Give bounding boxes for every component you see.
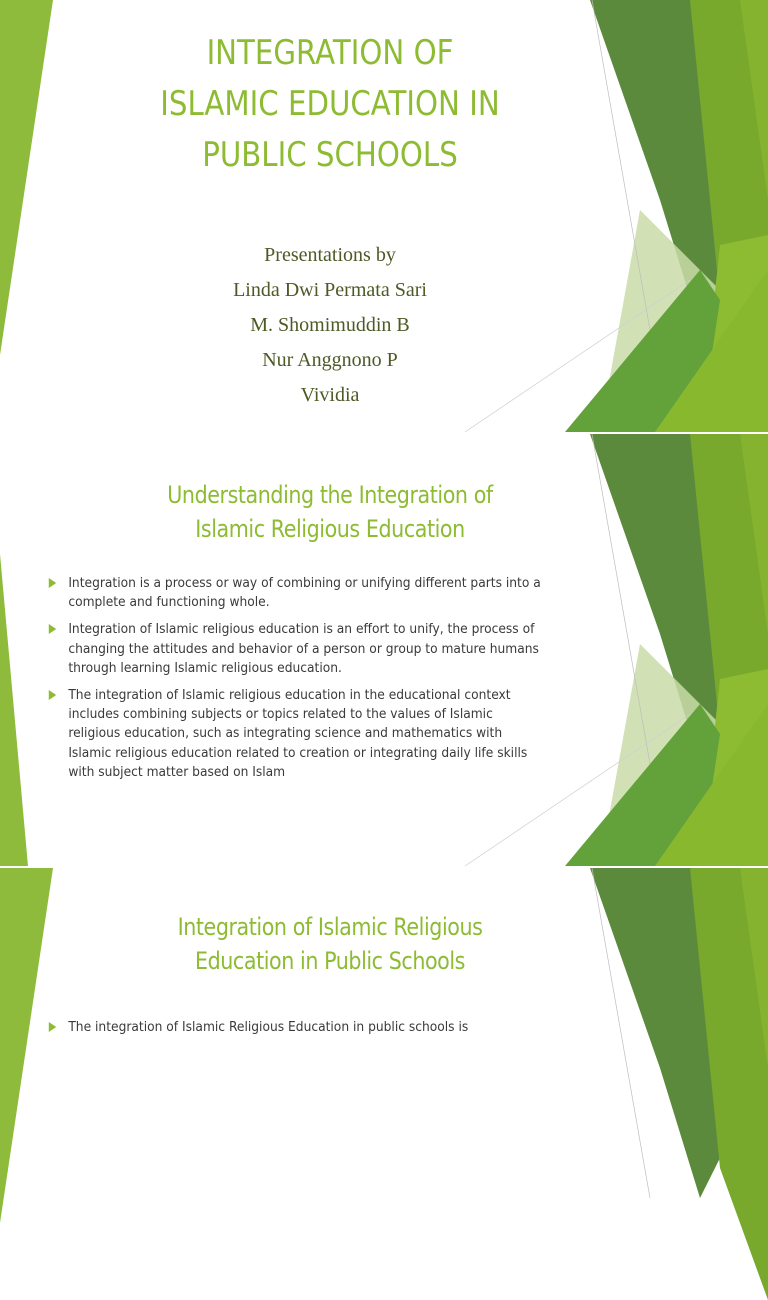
presenters-label: Presentations by	[264, 244, 396, 266]
presenter-name: Vividia	[300, 384, 360, 406]
presenter-name: M. Shomimuddin B	[250, 314, 410, 336]
triangle-bullet-icon	[49, 624, 56, 634]
presenter-list	[170, 238, 490, 413]
presentation-title: INTEGRATION OF ISLAMIC EDUCATION IN PUBLIC SCHOOLS	[160, 33, 500, 175]
presenter-name: Nur Anggnono P	[262, 349, 398, 371]
triangle-bullet-icon	[49, 578, 56, 588]
slide-title	[0, 0, 768, 432]
bullet-list	[46, 574, 586, 790]
slide-heading: Understanding the Integration of Islamic Religious Education	[167, 481, 493, 543]
bullet-item: The integration of Islamic religious education in the educational context includes combining subjects or topics related to the values of Islamic religious education, such as integrating science and mathematics with Islamic religious education related to creation or integrating daily life skills with subject matter based on Islam	[46, 686, 548, 782]
presenter-name: Linda Dwi Permata Sari	[233, 279, 427, 301]
triangle-bullet-icon	[49, 690, 56, 700]
bullet-list	[46, 1018, 586, 1045]
slide-heading: Integration of Islamic Religious Education in Public Schools	[177, 913, 483, 975]
slide-understanding-integration	[0, 434, 768, 866]
bullet-item: The integration of Islamic Religious Education in public schools is	[46, 1018, 548, 1037]
bullet-item: Integration of Islamic religious education is an effort to unify, the process of changing the attitudes and behavior of a person or group to mature humans through learning Islamic religious education.	[46, 620, 548, 678]
bullet-item: Integration is a process or way of combining or unifying different parts into a complete and functioning whole.	[46, 574, 548, 612]
slide-integration-public-schools	[0, 868, 768, 1300]
